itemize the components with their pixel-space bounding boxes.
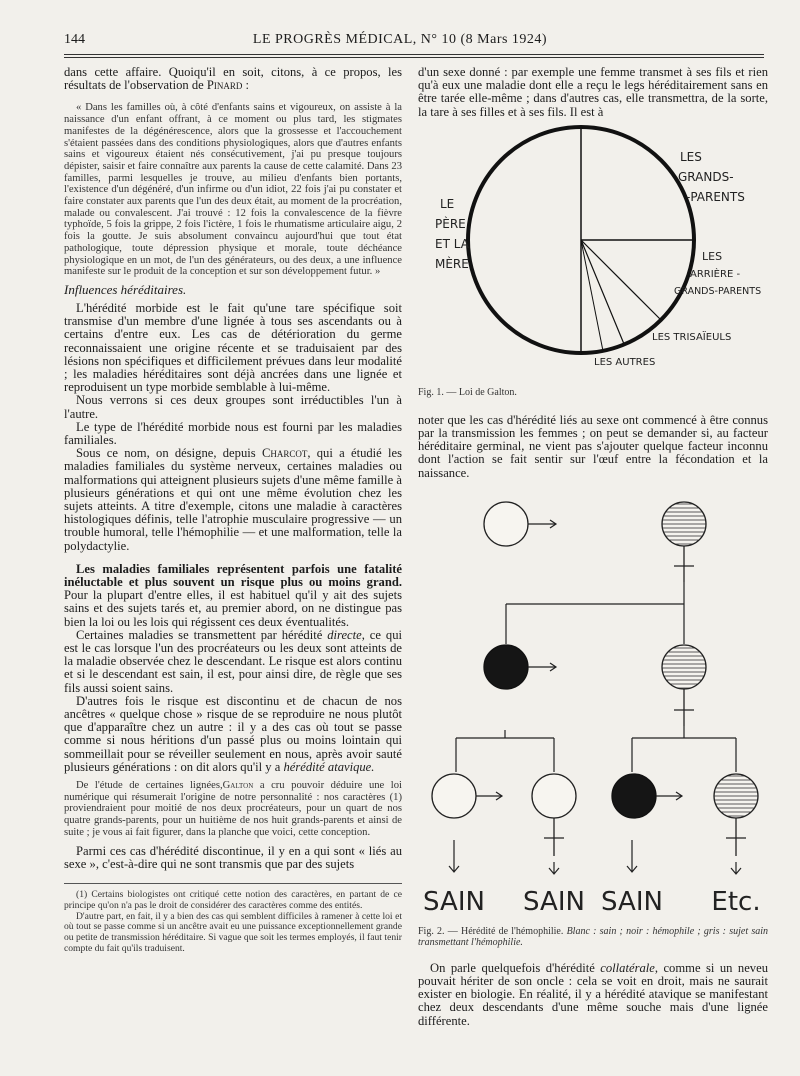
footnote-1: (1) Certains biologistes ont critiqué cette notion des caractères, en partant de ce principe qu'on n'a pas le droit de considérer des caractères comme des entités. bbox=[64, 888, 402, 911]
male-hemophile-gen3-c bbox=[612, 774, 656, 818]
female-healthy-gen3-b bbox=[532, 774, 576, 818]
right-column bbox=[418, 66, 768, 1028]
label-autres: LES AUTRES bbox=[594, 356, 656, 368]
paragraph-intro bbox=[64, 66, 402, 92]
label-grands-3: -PARENTS bbox=[686, 189, 745, 204]
right-paragraph-1: d'un sexe donné : par exemple une femme transmet à ses fils et rien qu'à eux une maladie dont elle a reçu le legs héréditairement sans en être tarée elle-même ; dans d'autres cas, elle transmettra, de la sorte, la tare à ses filles et à ses fils. Il est à bbox=[418, 65, 768, 119]
label-sain-1: SAIN bbox=[423, 886, 485, 917]
section-subheading: Influences héréditaires. bbox=[64, 281, 187, 297]
figure-1-caption: Fig. 1. — Loi de Galton. bbox=[418, 386, 517, 398]
charcot-name: Charcot bbox=[261, 446, 308, 461]
p7-text-a: Certaines maladies se transmettent par hérédité bbox=[76, 627, 323, 642]
paragraph-5 bbox=[64, 447, 402, 553]
male-hemophile-gen2 bbox=[484, 645, 528, 689]
figure-2-hemophilia-pedigree bbox=[418, 494, 768, 924]
header-rule-2 bbox=[64, 57, 764, 58]
pie-divider-trisaieuls bbox=[581, 240, 624, 344]
figure-2-caption bbox=[418, 926, 768, 948]
male-healthy-gen3-a bbox=[432, 774, 476, 818]
label-parents-3: ET LA bbox=[435, 236, 469, 251]
fig2-caption-legend: Blanc : sain ; noir : hémophile ; gris : sujet sain transmettant l'hémophilie. bbox=[418, 925, 768, 948]
running-header bbox=[0, 32, 800, 52]
pie-divider-great-grandparents bbox=[581, 240, 661, 320]
p9-text-a: De l'étude de certaines lignées, bbox=[76, 780, 223, 792]
author-name: Pinard : bbox=[206, 78, 250, 93]
p9-text-b: a cru pouvoir déduire une loi numérique qui résumerait l'origine de notre personnalité : nos caractères (1) proviendraient pour moitié de nos deux procréateurs, pour un quart de nos quatre grands-parents, pour un huitième de nos huit grands-parents et ainsi de suite ; je vous ai fait figurer, dans la planche que voici, cette conception. bbox=[64, 780, 402, 838]
paragraph-8 bbox=[64, 695, 402, 774]
bold-statement: Les maladies familiales représentent parfois une fatalité inéluctable et plus souvent un risque plus ou moins grand. bbox=[64, 561, 402, 590]
p6-text: Pour la plupart d'entre elles, il est habituel qu'il y ait des sujets sains et des sujets tarés et, au premier abord, on ne distingue pas bien la loi ou les lois qui régissent ces deux éventualités. bbox=[64, 588, 402, 629]
paragraph-6 bbox=[64, 563, 402, 629]
female-carrier-gen3-d bbox=[714, 774, 758, 818]
p5-text-b: , qui a étudié les maladies familiales du système nerveux, certaines maladies ou malformations qui atteignent plusieurs sujets d'une même famille à plusieurs générations et qui ont une même évolution chez les sujets atteints. A titre d'exemple, citons une maladie à caractères histologiques définis, telle l'atrophie musculaire progressive — un trouble humoral, telle l'hémophilie — et une malformation, telle la polydactylie. bbox=[64, 446, 403, 553]
label-parents-1: LE bbox=[440, 196, 455, 211]
footnote-rule bbox=[64, 883, 402, 884]
p8-text: D'autres fois le risque est discontinu et de chacun de nos ancêtres « quelque chose » risque de se reproduire ne nous plutôt que d'apparaître chez un autre : il y a des cas où tout se passe comme si nous héritions d'un passé plus ou moins lointain qui sommeillait pour se réveiller seulement en nous, après avoir sauté plusieurs générations : on dit alors qu'il y a bbox=[64, 693, 402, 774]
label-sain-2: SAIN bbox=[523, 886, 585, 917]
paragraph-4: Le type de l'hérédité morbide nous est fourni par les maladies familiales. bbox=[64, 419, 402, 447]
p8-italic: hérédité atavique. bbox=[283, 759, 375, 774]
paragraph-2: L'hérédité morbide est le fait qu'une tare spécifique soit transmise d'un membre d'une lignée à tous ses ascendants ou à certains d'entre eux. Les cas de détérioration du germe reconnaissaient une origine récente et se traduisaient par des lésions non spécifiques et difficilement prévues dans leur modalité ; les maladies héréditaires sont déjà ancrées dans une lignée et reproduisent un type morbide semblable à lui-même. bbox=[64, 300, 402, 395]
p7-text-b: , ce qui est le cas lorsque l'un des procréateurs ou les deux sont atteints de la maladie observée chez le descendant. Le risque est alors continu et si le descendant est sain, il est, pour ainsi dire, de règle que ses fils aussi soient sains. bbox=[64, 627, 402, 695]
figure-1-galton-pie bbox=[418, 125, 768, 385]
label-sain-3: SAIN bbox=[601, 886, 663, 917]
galton-name: Galton bbox=[222, 780, 254, 792]
p3-text-b: , comme si un neveu pouvait hériter de son oncle : cela se voit en droit, mais ne saurait exister en biologie. En réalité, il y a hérédité atavique se manifestant chez deux descendants d'une même souche mais d'une lignée différente. bbox=[418, 960, 768, 1028]
intro-text: dans cette affaire. Quoiqu'il en soit, citons, à ce propos, les résultats de l'observation de bbox=[64, 65, 402, 93]
page-number: 144 bbox=[64, 32, 85, 47]
p3-italic: collatérale bbox=[600, 960, 655, 975]
label-arriere-3: GRANDS-PARENTS bbox=[674, 285, 762, 297]
journal-title: LE PROGRÈS MÉDICAL, N° 10 (8 Mars 1924) bbox=[252, 32, 548, 47]
paragraph-3: Nous verrons si ces deux groupes sont irréductibles l'un à l'autre. bbox=[64, 393, 402, 421]
right-paragraph-2: noter que les cas d'hérédité liés au sexe ont commencé à être connus par la transmission les femmes ; on peut se demander si, au facteur héréditaire germinal, ne vient pas s'ajouter quelque facteur inconnu dont l'action se fait sentir sur l'œuf entre la fécondation et la naissance. bbox=[418, 412, 768, 480]
label-etc: Etc. bbox=[711, 886, 761, 917]
label-parents-4: MÈRE bbox=[435, 256, 469, 271]
label-arriere-2: ARRIÈRE - bbox=[690, 268, 741, 280]
pinard-quote: « Dans les familles où, à côté d'enfants sains et vigoureux, on assiste à la naissance d'un enfant offrant, à ce moment ou plus tard, les stigmates manifestes de la dégénérescence, alors que la grossesse et l'accouchement s'étaient passées dans des conditions physiologiques, alors que d'autres enfants sains et vigoureux étaient nés consécutivement, j'ai pu presque toujours dépister, saisir et faire connaître aux parents la cause de cette calamité. Dans 23 familles, parmi lesquelles je trouve, au milieu d'enfants bien portants, l'existence d'un dégénéré, d'un infirme ou d'un idiot, 22 fois j'ai pu constater et faire constater aux parents que l'un des deux était, au moment de la procréation, malade ou convalescent. J'ai trouvé : 12 fois la convalescence de la fièvre typhoïde, 5 fois la grippe, 2 fois l'ictère, 1 fois le rhumatisme articulaire aigu, 2 fois la goutte. Je suis absolument convaincu aujourd'hui que tout état pathologique, toute dépression physique et morale, toute déchéance physiologique en un mot, de l'un des générateurs, ou des deux, a une influence manifeste sur le produit de la conception et sur son développement futur. » bbox=[64, 102, 402, 278]
pie-divider-others bbox=[581, 240, 603, 351]
fig2-caption-title: Fig. 2. — Hérédité de l'hémophilie. bbox=[418, 925, 564, 937]
label-parents-2: PÈRE bbox=[435, 216, 466, 231]
paragraph-9-galton bbox=[64, 780, 402, 839]
paragraph-10: Parmi ces cas d'hérédité discontinue, il y en a qui sont « liés au sexe », c'est-à-dire qui ne sont transmis que par des sujets bbox=[64, 843, 402, 871]
male-healthy-gen1 bbox=[484, 502, 528, 546]
label-grands-1: LES bbox=[680, 149, 702, 164]
female-carrier-gen1 bbox=[662, 502, 706, 546]
header-rule bbox=[64, 54, 764, 55]
female-carrier-gen2 bbox=[662, 645, 706, 689]
footnote-2: D'autre part, en fait, il y a bien des cas qui semblent difficiles à ramener à cette loi et où tout se passe comme si un ancêtre avait eu une puissance exceptionnellement grande ou petite de transmission héréditaire. Si vague que soit les termes employés, il faut tenir compte du fait qu'ils traduisent. bbox=[64, 910, 402, 954]
label-arriere-1: LES bbox=[702, 249, 723, 263]
p7-italic: directe bbox=[327, 627, 362, 642]
label-trisaieuls: LES TRISAÏEULS bbox=[652, 331, 732, 343]
left-column bbox=[64, 66, 402, 955]
p3-text-a: On parle quelquefois d'hérédité bbox=[430, 960, 595, 975]
paragraph-7 bbox=[64, 629, 402, 695]
label-grands-2: GRANDS- bbox=[678, 169, 734, 184]
right-paragraph-3 bbox=[418, 962, 768, 1028]
p5-text-a: Sous ce nom, on désigne, depuis bbox=[76, 446, 256, 461]
